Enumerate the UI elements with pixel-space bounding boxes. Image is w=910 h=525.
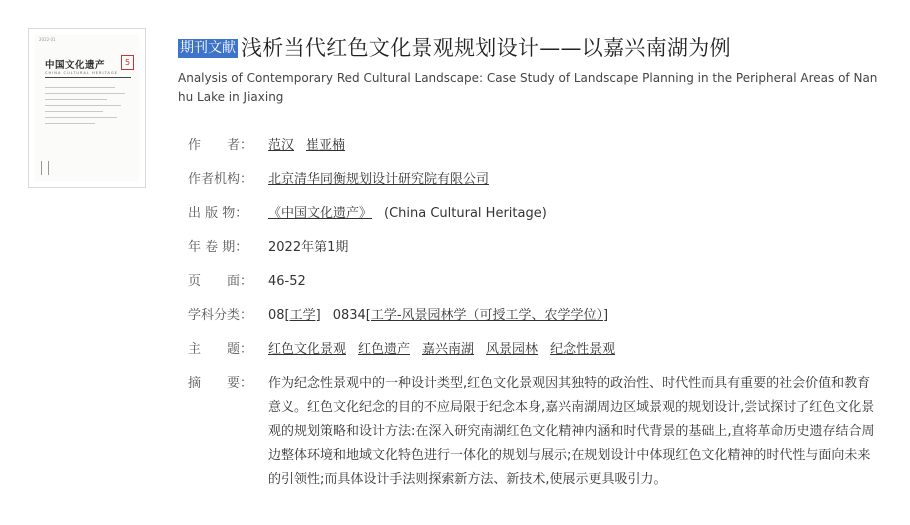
cover-english-title: CHINA CULTURAL HERITAGE [45, 71, 118, 75]
cover-artwork [35, 35, 139, 181]
publication-link[interactable]: 《中国文化遗产》 [268, 206, 373, 221]
subject-row [188, 304, 608, 328]
publication-label: 出 版 物： [188, 206, 249, 221]
pages-row [188, 270, 306, 294]
subject-link[interactable]: [工学-风景园林学（可授工学、农学学位）] [365, 308, 609, 323]
cover-text-line [45, 117, 117, 118]
subject-label: 学科分类： [188, 308, 254, 323]
subject-link[interactable]: [工学] [284, 308, 321, 323]
authors-row [188, 134, 345, 158]
publication-english: (China Cultural Heritage) [384, 206, 547, 221]
english-title: Analysis of Contemporary Red Cultural Landscape: Case Study of Landscape Planning in the Peripheral Areas of Nanhu Lake in Jiaxing [178, 71, 878, 104]
cover-text-line [45, 99, 107, 100]
cover-barcode [41, 161, 49, 175]
author-link[interactable]: 崔亚楠 [306, 138, 346, 153]
abstract-row [188, 372, 880, 492]
volume-row [188, 236, 348, 260]
document-type-badge: 期刊文献 [180, 39, 236, 56]
keyword-link[interactable]: 风景园林 [486, 342, 539, 357]
cover-text-line [45, 93, 125, 94]
subject-code: 0834 [332, 308, 366, 323]
pages-label: 页 面： [188, 274, 254, 289]
institution-row [188, 168, 489, 192]
cover-text-line [45, 123, 95, 124]
keyword-link[interactable]: 红色遗产 [358, 342, 411, 357]
keywords-label: 主 题： [188, 342, 254, 357]
cover-rule [45, 77, 131, 78]
cover-text-line [45, 105, 121, 106]
abstract-label: 摘 要： [188, 376, 254, 391]
keyword-link[interactable]: 嘉兴南湖 [422, 342, 475, 357]
volume-label: 年 卷 期： [188, 240, 249, 255]
author-link[interactable]: 范汉 [268, 138, 295, 153]
publication-row [188, 202, 547, 226]
cover-top-text: 2022·01 [39, 37, 56, 42]
cover-title: 中国文化遗产 [45, 60, 106, 71]
institution-link[interactable]: 北京清华同衡规划设计研究院有限公司 [268, 172, 490, 187]
abstract-text: 作为纪念性景观中的一种设计类型,红色文化景观因其独特的政治性、时代性而具有重要的社会价值和教育意义。红色文化纪念的目的不应局限于纪念本身,嘉兴南湖周边区域景观的规划设计,尝试探讨了红色文化景观的规划策略和设计方法:在深入研究南湖红色文化精神内涵和时代背景的基础上,直将革命历史遗存结合周边整体环境和地域文化特色进行一体化的规划与展示;在规划设计中体现红色文化精神的时代性与面向未来的引领性;而具体设计手法则探索新方法、新技术,使展示更具吸引力。 [268, 376, 875, 487]
pages-value: 46-52 [268, 274, 306, 289]
keyword-link[interactable]: 纪念性景观 [550, 342, 616, 357]
cover-text-line [45, 87, 115, 88]
article-title: 浅析当代红色文化景观规划设计——以嘉兴南湖为例 [241, 36, 731, 60]
keyword-link[interactable]: 红色文化景观 [268, 342, 347, 357]
subject-code: 08 [268, 308, 285, 323]
institution-label: 作者机构： [188, 172, 254, 187]
article-title-row [178, 33, 731, 61]
keywords-row [188, 338, 615, 362]
cover-text-line [45, 111, 103, 112]
volume-value: 2022年第1期 [268, 240, 349, 255]
cover-issue-number: 5 [121, 55, 134, 70]
journal-cover-image[interactable] [28, 28, 146, 188]
authors-label: 作 者： [188, 138, 254, 153]
